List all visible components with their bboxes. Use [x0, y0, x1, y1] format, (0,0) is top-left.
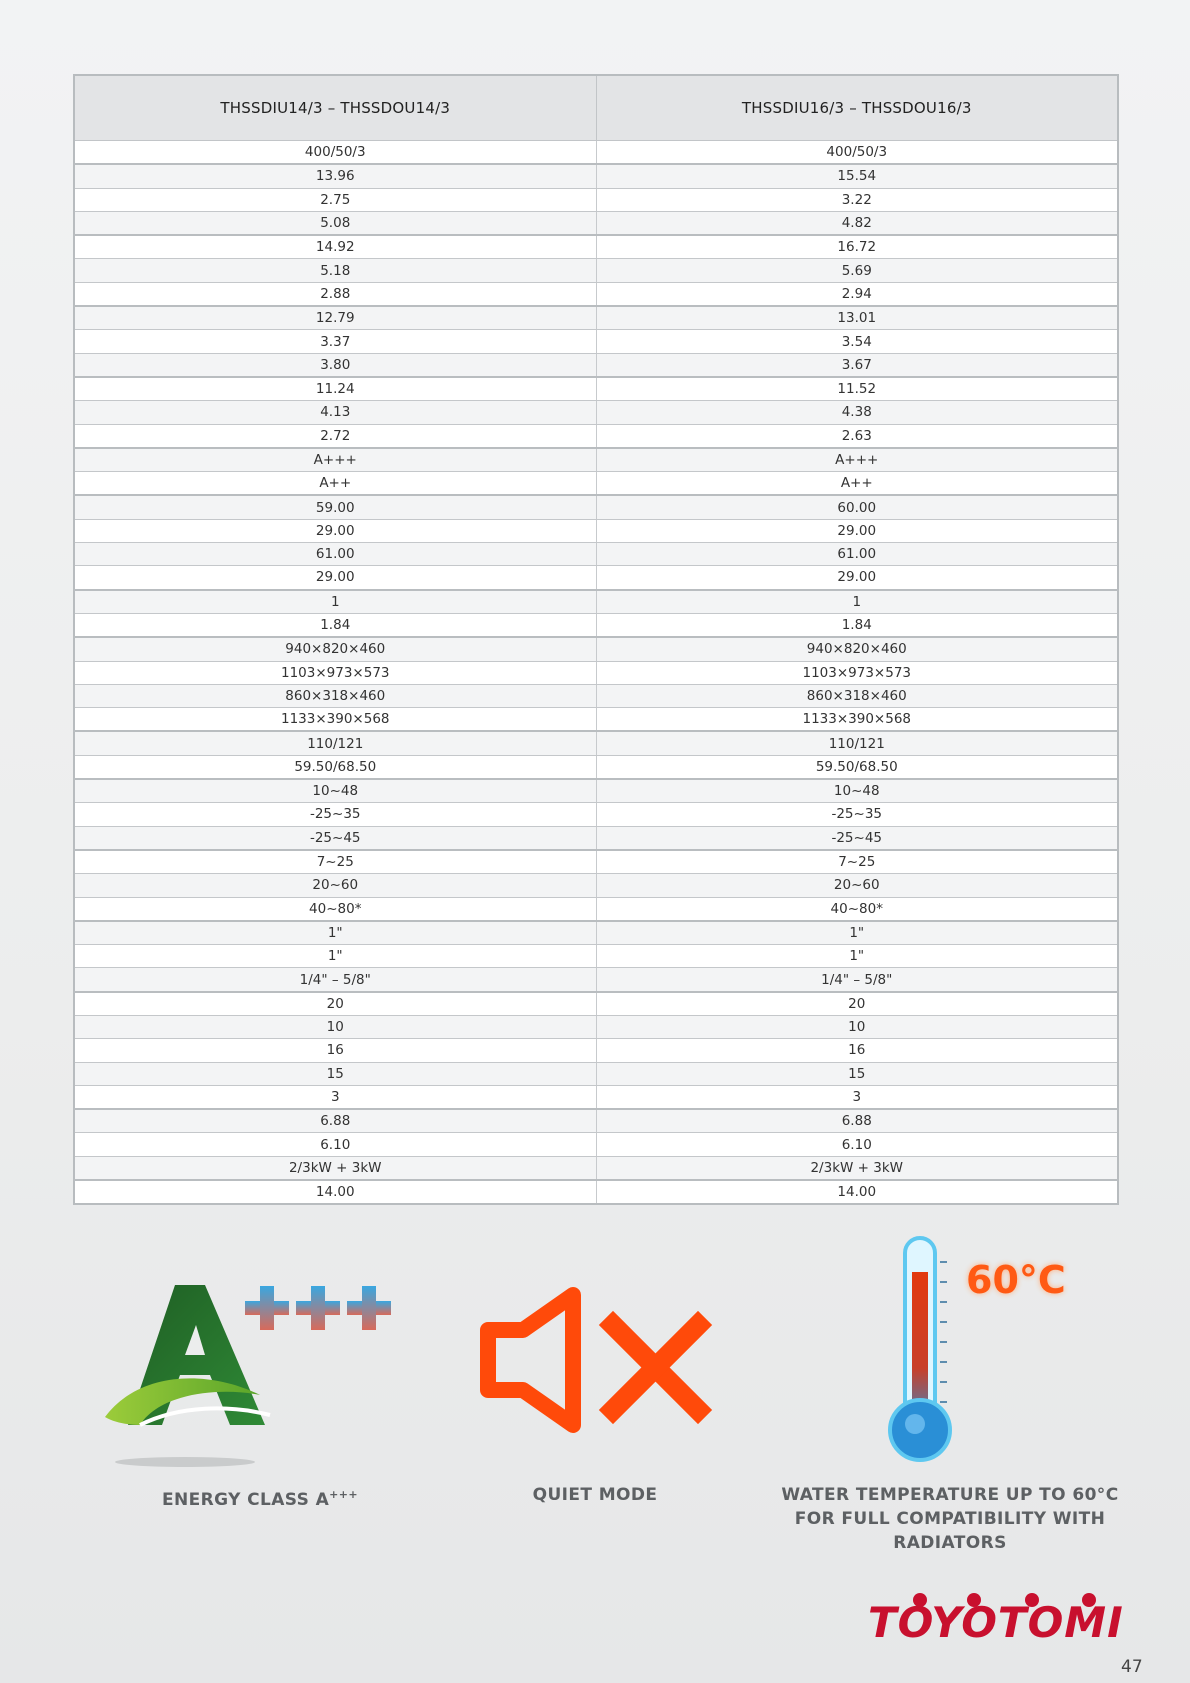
- table-row: [74, 141, 1118, 165]
- table-cell: A+++: [596, 448, 1118, 472]
- table-cell: 5.69: [596, 259, 1118, 282]
- table-cell: 20: [74, 992, 596, 1016]
- table-cell: 20: [596, 992, 1118, 1016]
- table-cell: 10: [74, 1015, 596, 1038]
- table-row: [74, 353, 1118, 377]
- quiet-mode-caption: QUIET MODE: [532, 1485, 658, 1505]
- table-row: [74, 826, 1118, 850]
- table-cell: 7~25: [74, 850, 596, 874]
- table-row: [74, 779, 1118, 803]
- table-row: [74, 1039, 1118, 1062]
- thermometer-temp-label: 60°C: [966, 1258, 1066, 1302]
- table-cell: 12.79: [74, 306, 596, 330]
- table-row: [74, 803, 1118, 826]
- table-row: [74, 921, 1118, 945]
- table-cell: 29.00: [74, 519, 596, 542]
- column-header-model-16: THSSDIU16/3 – THSSDOU16/3: [596, 75, 1118, 141]
- table-cell: 3: [596, 1085, 1118, 1109]
- table-cell: -25~35: [74, 803, 596, 826]
- table-cell: 2.63: [596, 424, 1118, 448]
- table-row: [74, 377, 1118, 401]
- table-row: [74, 282, 1118, 306]
- table-cell: 29.00: [596, 519, 1118, 542]
- table-row: [74, 968, 1118, 992]
- table-cell: 11.52: [596, 377, 1118, 401]
- table-cell: 1.84: [596, 613, 1118, 637]
- water-caption-line-2: FOR FULL COMPATIBILITY WITH: [794, 1509, 1106, 1529]
- table-cell: 400/50/3: [596, 141, 1118, 165]
- table-cell: 1: [596, 590, 1118, 614]
- table-cell: 1/4" – 5/8": [74, 968, 596, 992]
- table-cell: 61.00: [74, 543, 596, 566]
- table-cell: 3: [74, 1085, 596, 1109]
- table-row: [74, 235, 1118, 259]
- table-row: [74, 850, 1118, 874]
- table-cell: -25~45: [596, 826, 1118, 850]
- table-cell: 59.00: [74, 495, 596, 519]
- table-row: [74, 1062, 1118, 1085]
- table-row: [74, 211, 1118, 235]
- table-cell: 1103×973×573: [596, 661, 1118, 684]
- table-row: [74, 1156, 1118, 1180]
- table-cell: 1: [74, 590, 596, 614]
- column-header-model-14: THSSDIU14/3 – THSSDOU14/3: [74, 75, 596, 141]
- table-cell: 2/3kW + 3kW: [596, 1156, 1118, 1180]
- table-row: [74, 874, 1118, 897]
- table-cell: 860×318×460: [74, 684, 596, 707]
- table-cell: 16: [596, 1039, 1118, 1062]
- table-cell: 110/121: [74, 731, 596, 755]
- table-row: [74, 613, 1118, 637]
- spec-table-body: [74, 141, 1118, 1205]
- table-row: [74, 259, 1118, 282]
- table-cell: 6.88: [74, 1109, 596, 1133]
- table-row: [74, 590, 1118, 614]
- energy-class-sup: +++: [329, 1488, 359, 1501]
- table-row: [74, 684, 1118, 707]
- table-cell: 40~80*: [596, 897, 1118, 921]
- water-caption-line-1: WATER TEMPERATURE UP TO 60°C: [781, 1485, 1119, 1505]
- table-cell: 6.10: [74, 1133, 596, 1156]
- table-header-row: [74, 75, 1118, 141]
- table-cell: 110/121: [596, 731, 1118, 755]
- energy-class-caption: [110, 1483, 410, 1512]
- table-cell: 20~60: [74, 874, 596, 897]
- table-cell: 4.82: [596, 211, 1118, 235]
- table-cell: 13.01: [596, 306, 1118, 330]
- table-cell: 6.88: [596, 1109, 1118, 1133]
- table-row: [74, 1133, 1118, 1156]
- table-cell: 29.00: [596, 566, 1118, 590]
- table-row: [74, 543, 1118, 566]
- table-cell: 1133×390×568: [74, 708, 596, 732]
- table-row: [74, 897, 1118, 921]
- table-cell: 1/4" – 5/8": [596, 968, 1118, 992]
- table-cell: 3.37: [74, 330, 596, 353]
- table-cell: 5.18: [74, 259, 596, 282]
- table-cell: 15: [74, 1062, 596, 1085]
- table-cell: 2.75: [74, 188, 596, 211]
- table-cell: 16.72: [596, 235, 1118, 259]
- table-cell: 1": [74, 945, 596, 968]
- table-row: [74, 495, 1118, 519]
- table-cell: 1": [596, 921, 1118, 945]
- table-cell: -25~35: [596, 803, 1118, 826]
- table-row: [74, 188, 1118, 211]
- table-cell: 1.84: [74, 613, 596, 637]
- table-cell: 3.54: [596, 330, 1118, 353]
- table-cell: 60.00: [596, 495, 1118, 519]
- table-cell: 5.08: [74, 211, 596, 235]
- table-cell: 10: [596, 1015, 1118, 1038]
- table-row: [74, 755, 1118, 779]
- table-cell: 14.00: [74, 1180, 596, 1204]
- table-cell: 400/50/3: [74, 141, 596, 165]
- table-cell: 15: [596, 1062, 1118, 1085]
- energy-class-a-plus-plus-plus-icon: [100, 1275, 400, 1470]
- energy-class-label: ENERGY CLASS A: [161, 1490, 330, 1510]
- table-cell: A++: [74, 472, 596, 496]
- table-cell: 2.88: [74, 282, 596, 306]
- table-cell: 61.00: [596, 543, 1118, 566]
- table-cell: 29.00: [74, 566, 596, 590]
- table-cell: 13.96: [74, 164, 596, 188]
- table-cell: 6.10: [596, 1133, 1118, 1156]
- thermometer-icon: [885, 1232, 975, 1472]
- table-cell: 1": [74, 921, 596, 945]
- table-cell: 59.50/68.50: [74, 755, 596, 779]
- table-cell: 860×318×460: [596, 684, 1118, 707]
- table-cell: 3.67: [596, 353, 1118, 377]
- table-cell: 2.72: [74, 424, 596, 448]
- table-cell: 11.24: [74, 377, 596, 401]
- table-cell: 4.13: [74, 401, 596, 424]
- table-row: [74, 637, 1118, 661]
- table-cell: 20~60: [596, 874, 1118, 897]
- table-row: [74, 1109, 1118, 1133]
- table-cell: 4.38: [596, 401, 1118, 424]
- table-cell: 1": [596, 945, 1118, 968]
- table-row: [74, 731, 1118, 755]
- table-row: [74, 661, 1118, 684]
- table-cell: 940×820×460: [596, 637, 1118, 661]
- table-row: [74, 945, 1118, 968]
- table-cell: 40~80*: [74, 897, 596, 921]
- table-cell: 1103×973×573: [74, 661, 596, 684]
- table-row: [74, 306, 1118, 330]
- page-number: 47: [1121, 1657, 1143, 1677]
- table-row: [74, 992, 1118, 1016]
- table-row: [74, 330, 1118, 353]
- table-row: [74, 448, 1118, 472]
- table-cell: A++: [596, 472, 1118, 496]
- table-cell: -25~45: [74, 826, 596, 850]
- table-cell: 2.94: [596, 282, 1118, 306]
- table-row: [74, 164, 1118, 188]
- water-temperature-caption: [770, 1483, 1130, 1555]
- table-cell: 3.22: [596, 188, 1118, 211]
- table-cell: 15.54: [596, 164, 1118, 188]
- water-caption-line-3: RADIATORS: [893, 1533, 1007, 1553]
- table-row: [74, 1085, 1118, 1109]
- table-cell: 14.00: [596, 1180, 1118, 1204]
- table-row: [74, 519, 1118, 542]
- table-row: [74, 424, 1118, 448]
- table-cell: 3.80: [74, 353, 596, 377]
- table-cell: 940×820×460: [74, 637, 596, 661]
- spec-table: [73, 74, 1119, 1205]
- brand-logo: TOYOTOMI: [868, 1598, 1124, 1647]
- table-cell: 59.50/68.50: [596, 755, 1118, 779]
- table-cell: 1133×390×568: [596, 708, 1118, 732]
- table-row: [74, 1180, 1118, 1204]
- table-row: [74, 708, 1118, 732]
- table-cell: 2/3kW + 3kW: [74, 1156, 596, 1180]
- table-row: [74, 566, 1118, 590]
- table-cell: 10~48: [74, 779, 596, 803]
- table-cell: 16: [74, 1039, 596, 1062]
- table-cell: 14.92: [74, 235, 596, 259]
- speaker-muted-icon: [478, 1285, 718, 1440]
- table-row: [74, 1015, 1118, 1038]
- table-cell: A+++: [74, 448, 596, 472]
- table-row: [74, 401, 1118, 424]
- table-cell: 7~25: [596, 850, 1118, 874]
- table-row: [74, 472, 1118, 496]
- table-cell: 10~48: [596, 779, 1118, 803]
